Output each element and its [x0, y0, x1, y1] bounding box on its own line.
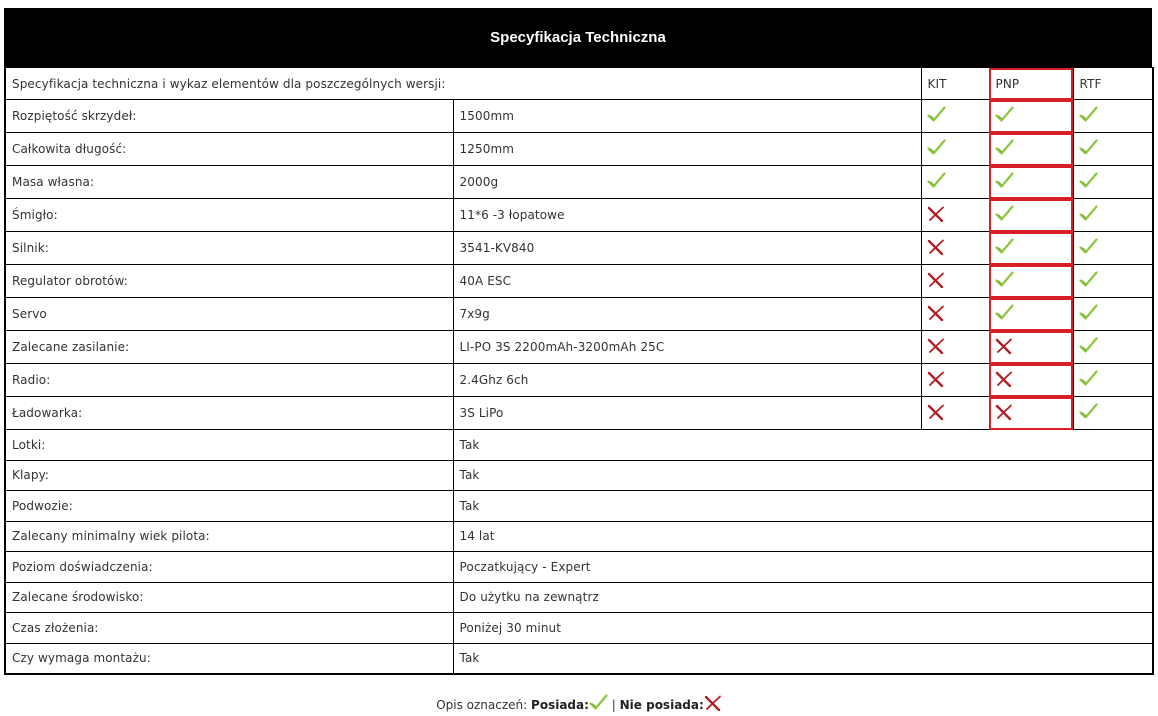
spec-value: LI-PO 3S 2200mAh-3200mAh 25C: [453, 331, 921, 364]
check-icon: [1079, 172, 1098, 192]
legend: [0, 694, 1158, 714]
table-row: [5, 265, 1153, 298]
check-icon: [1079, 106, 1098, 126]
pnp-cell: [989, 298, 1073, 331]
table-row: [5, 364, 1153, 397]
check-icon: [927, 139, 946, 159]
table-row: [5, 521, 1153, 552]
spec-label: Czas złożenia:: [5, 613, 453, 644]
kit-cell: [921, 166, 989, 199]
check-icon: [1079, 337, 1098, 357]
spec-title: Specyfikacja Techniczna: [4, 8, 1152, 67]
check-icon: [1079, 370, 1098, 390]
pnp-cell: [989, 199, 1073, 232]
spec-value: Tak: [453, 460, 1153, 491]
pnp-cell: [989, 232, 1073, 265]
cross-icon: [995, 404, 1013, 423]
check-icon: [1079, 271, 1098, 291]
spec-value: 1250mm: [453, 133, 921, 166]
spec-value: 2.4Ghz 6ch: [453, 364, 921, 397]
header-label: Specyfikacja techniczna i wykaz elementów dla poszczególnych wersji:: [5, 68, 921, 100]
pnp-cell: [989, 397, 1073, 430]
cross-icon: [995, 338, 1013, 357]
table-row: [5, 232, 1153, 265]
rtf-cell: [1073, 397, 1153, 430]
spec-value: Poczatkujący - Expert: [453, 552, 1153, 583]
table-row: [5, 397, 1153, 430]
pnp-cell: [989, 166, 1073, 199]
check-icon: [995, 172, 1014, 192]
cross-icon: [927, 338, 945, 357]
kit-cell: [921, 199, 989, 232]
rtf-cell: [1073, 199, 1153, 232]
kit-cell: [921, 364, 989, 397]
spec-label: Całkowita długość:: [5, 133, 453, 166]
table-header-row: [5, 68, 1153, 100]
spec-label: Ładowarka:: [5, 397, 453, 430]
table-row: [5, 166, 1153, 199]
kit-cell: [921, 397, 989, 430]
kit-cell: [921, 298, 989, 331]
cross-icon: [927, 239, 945, 258]
spec-value: 2000g: [453, 166, 921, 199]
table-row: [5, 331, 1153, 364]
check-icon: [995, 139, 1014, 159]
table-row: [5, 199, 1153, 232]
spec-label: Zalecane środowisko:: [5, 582, 453, 613]
pnp-cell: [989, 100, 1073, 133]
check-icon: [927, 106, 946, 126]
kit-cell: [921, 232, 989, 265]
spec-value: Poniżej 30 minut: [453, 613, 1153, 644]
spec-label: Podwozie:: [5, 491, 453, 522]
legend-has-not-label: Nie posiada:: [619, 698, 704, 712]
spec-value: 11*6 -3 łopatowe: [453, 199, 921, 232]
rtf-cell: [1073, 331, 1153, 364]
kit-cell: [921, 133, 989, 166]
spec-value: 3541-KV840: [453, 232, 921, 265]
rtf-cell: [1073, 100, 1153, 133]
spec-value: 40A ESC: [453, 265, 921, 298]
pnp-cell: [989, 331, 1073, 364]
check-icon: [995, 271, 1014, 291]
table-row: [5, 100, 1153, 133]
table-row: [5, 582, 1153, 613]
spec-label: Śmigło:: [5, 199, 453, 232]
check-icon: [589, 694, 608, 714]
spec-label: Servo: [5, 298, 453, 331]
check-icon: [1079, 205, 1098, 225]
column-pnp: PNP: [989, 68, 1073, 100]
spec-table: [4, 67, 1154, 675]
rtf-cell: [1073, 265, 1153, 298]
spec-value: 3S LiPo: [453, 397, 921, 430]
spec-value: Do użytku na zewnątrz: [453, 582, 1153, 613]
spec-label: Czy wymaga montażu:: [5, 643, 453, 674]
cross-icon: [927, 305, 945, 324]
spec-container: [4, 8, 1152, 675]
rtf-cell: [1073, 298, 1153, 331]
check-icon: [995, 238, 1014, 258]
spec-label: Rozpiętość skrzydeł:: [5, 100, 453, 133]
spec-label: Lotki:: [5, 430, 453, 461]
spec-label: Klapy:: [5, 460, 453, 491]
spec-label: Silnik:: [5, 232, 453, 265]
spec-label: Poziom doświadczenia:: [5, 552, 453, 583]
cross-icon: [995, 371, 1013, 390]
table-row: [5, 613, 1153, 644]
table-row: [5, 552, 1153, 583]
check-icon: [995, 106, 1014, 126]
legend-separator: |: [611, 698, 616, 712]
spec-value: Tak: [453, 430, 1153, 461]
check-icon: [1079, 403, 1098, 423]
spec-label: Masa własna:: [5, 166, 453, 199]
spec-value: 7x9g: [453, 298, 921, 331]
rtf-cell: [1073, 232, 1153, 265]
spec-label: Regulator obrotów:: [5, 265, 453, 298]
cross-icon: [927, 371, 945, 390]
cross-icon: [927, 272, 945, 291]
pnp-cell: [989, 133, 1073, 166]
spec-value: 1500mm: [453, 100, 921, 133]
check-icon: [995, 304, 1014, 324]
legend-prefix: Opis oznaczeń:: [436, 698, 528, 712]
table-row: [5, 298, 1153, 331]
spec-label: Radio:: [5, 364, 453, 397]
cross-icon: [927, 404, 945, 423]
check-icon: [1079, 304, 1098, 324]
kit-cell: [921, 265, 989, 298]
kit-cell: [921, 100, 989, 133]
cross-icon: [927, 206, 945, 225]
kit-cell: [921, 331, 989, 364]
check-icon: [1079, 238, 1098, 258]
rtf-cell: [1073, 364, 1153, 397]
column-rtf: RTF: [1073, 68, 1153, 100]
check-icon: [927, 172, 946, 192]
column-kit: KIT: [921, 68, 989, 100]
spec-value: Tak: [453, 643, 1153, 674]
check-icon: [1079, 139, 1098, 159]
spec-label: Zalecany minimalny wiek pilota:: [5, 521, 453, 552]
pnp-cell: [989, 265, 1073, 298]
table-row: [5, 643, 1153, 674]
check-icon: [995, 205, 1014, 225]
rtf-cell: [1073, 133, 1153, 166]
table-row: [5, 460, 1153, 491]
rtf-cell: [1073, 166, 1153, 199]
cross-icon: [704, 695, 722, 714]
pnp-cell: [989, 364, 1073, 397]
spec-value: 14 lat: [453, 521, 1153, 552]
legend-has-label: Posiada:: [531, 698, 589, 712]
table-row: [5, 133, 1153, 166]
spec-label: Zalecane zasilanie:: [5, 331, 453, 364]
table-row: [5, 491, 1153, 522]
table-row: [5, 430, 1153, 461]
spec-value: Tak: [453, 491, 1153, 522]
